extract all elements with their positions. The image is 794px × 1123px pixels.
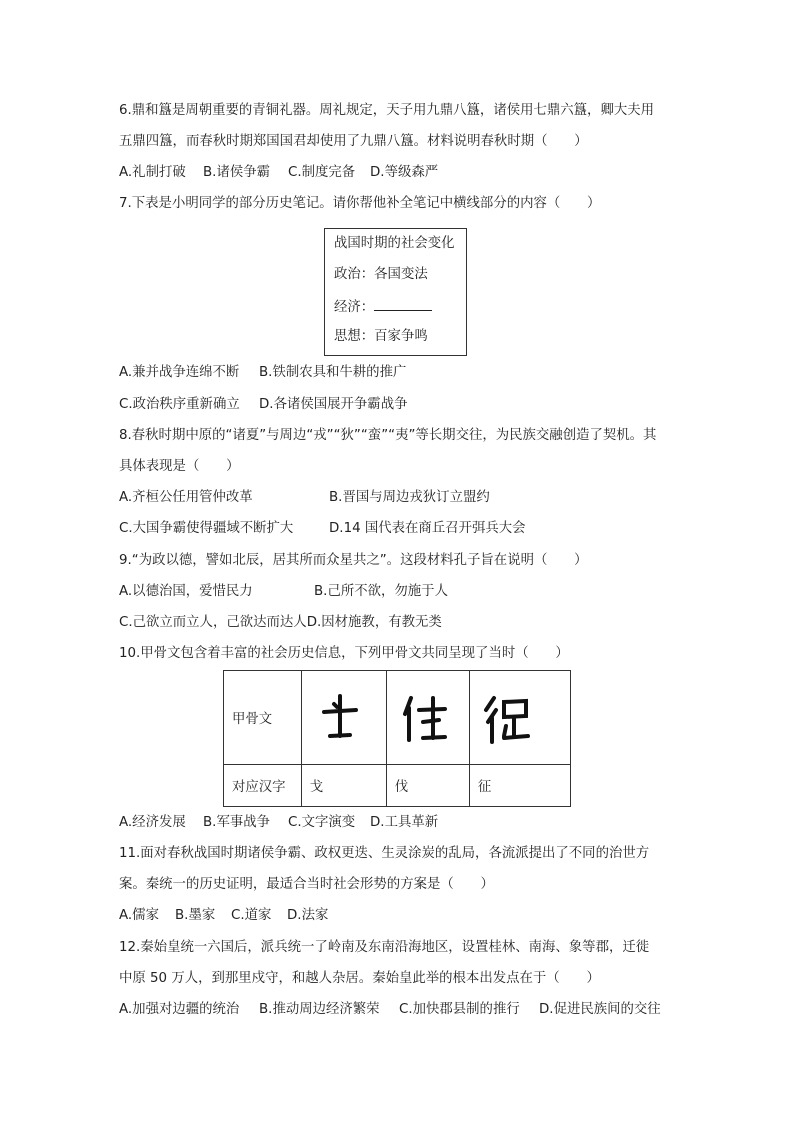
q7-stem-line1: 7.下表是小明同学的部分历史笔记。请你帮他补全笔记中横线部分的内容（ ） (119, 196, 601, 211)
oracle-glyph-fa-image (395, 688, 455, 748)
q11-stem-line2: 案。秦统一的历史证明，最适合当时社会形势的方案是（ ） (119, 877, 494, 892)
q6-option-c[interactable]: C.制度完备 (288, 165, 356, 180)
q8-options-row2 (119, 519, 526, 539)
q7-option-b[interactable]: B.铁制农具和牛耕的推广 (259, 365, 407, 380)
q9-option-b[interactable]: B.己所不欲，勿施于人 (314, 584, 448, 599)
note-title: 战国时期的社会变化 (334, 236, 455, 251)
q11-stem-line1: 11.面对春秋战国时期诸侯争霸、政权更迭、生灵涂炭的乱局，各流派提出了不同的治世方 (119, 846, 650, 861)
q7-options-row1 (119, 363, 406, 383)
q9-stem-line1: 9.“为政以德，譬如北辰，居其所而众星共之”。这段材料孔子旨在说明（ ） (119, 553, 588, 568)
q6-option-a[interactable]: A.礼制打破 (119, 165, 186, 180)
q11-options (119, 906, 328, 926)
q8-options-row1 (119, 488, 490, 508)
q6-options (119, 163, 438, 183)
note-thought: 思想：百家争鸣 (334, 329, 428, 344)
oracle-char-ge: 戈 (301, 765, 386, 807)
oracle-char-fa: 伐 (386, 765, 469, 807)
q10-options (119, 813, 438, 833)
q12-stem-line1: 12.秦始皇统一六国后，派兵统一了岭南及东南沿海地区，设置桂林、南海、象等郡，迁徙 (119, 940, 650, 955)
oracle-glyph-ge (301, 671, 386, 765)
q7-option-c[interactable]: C.政治秩序重新确立 (119, 397, 240, 412)
oracle-row2-label: 对应汉字 (224, 765, 302, 807)
q9-options-row1 (119, 582, 448, 602)
q12-option-b[interactable]: B.推动周边经济繁荣 (259, 1002, 380, 1017)
q12-options (119, 1000, 661, 1020)
q6-stem-line2: 五鼎四簋，而春秋时期郑国国君却使用了九鼎八簋。材料说明春秋时期（ ） (119, 134, 588, 149)
note-politics: 政治：各国变法 (334, 267, 428, 282)
q7-option-d[interactable]: D.各诸侯国展开争霸战争 (259, 397, 408, 412)
oracle-glyph-fa (386, 671, 469, 765)
q10-option-a[interactable]: A.经济发展 (119, 815, 186, 830)
q8-option-b[interactable]: B.晋国与周边戎狄订立盟约 (329, 490, 490, 505)
q10-stem-line1: 10.甲骨文包含着丰富的社会历史信息，下列甲骨文共同呈现了当时（ ） (119, 646, 569, 661)
q7-option-a[interactable]: A.兼并战争连绵不断 (119, 365, 240, 380)
oracle-row-label: 甲骨文 (224, 671, 302, 765)
q10-option-b[interactable]: B.军事战争 (203, 815, 271, 830)
q12-option-c[interactable]: C.加快郡县制的推行 (399, 1002, 520, 1017)
q11-option-b[interactable]: B.墨家 (175, 908, 216, 923)
note-economy-row (334, 296, 432, 318)
oracle-glyph-zheng-image (478, 688, 538, 748)
q6-option-d[interactable]: D.等级森严 (370, 165, 439, 180)
q12-stem-line2: 中原 50 万人，到那里戍守，和越人杂居。秦始皇此举的根本出发点在于（ ） (119, 971, 600, 986)
q8-option-a[interactable]: A.齐桓公任用管仲改革 (119, 490, 253, 505)
oracle-char-zheng: 征 (469, 765, 570, 807)
q7-note-box (324, 228, 467, 356)
q7-options-row2 (119, 395, 407, 415)
q9-option-a[interactable]: A.以德治国，爱惜民力 (119, 584, 253, 599)
q9-option-c[interactable]: C.己欲立而立人，己欲达而达人 (119, 615, 307, 630)
q8-option-d[interactable]: D.14 国代表在商丘召开弭兵大会 (329, 521, 526, 536)
q10-option-d[interactable]: D.工具革新 (370, 815, 439, 830)
note-economy-blank (374, 296, 432, 311)
q11-option-d[interactable]: D.法家 (287, 908, 329, 923)
oracle-glyph-ge-image (310, 688, 370, 748)
q8-stem-line1: 8.春秋时期中原的“诸夏”与周边“戎”“狄”“蛮”“夷”等长期交往，为民族交融创造了契机。其 (119, 428, 657, 443)
q12-option-a[interactable]: A.加强对边疆的统治 (119, 1002, 240, 1017)
q12-option-d[interactable]: D.促进民族间的交往 (539, 1002, 661, 1017)
q11-option-c[interactable]: C.道家 (231, 908, 272, 923)
q8-option-c[interactable]: C.大国争霸使得疆域不断扩大 (119, 521, 294, 536)
q9-option-d[interactable]: D.因材施教，有教无类 (306, 615, 442, 630)
q11-option-a[interactable]: A.儒家 (119, 908, 159, 923)
q9-options-row2 (119, 613, 442, 633)
oracle-glyph-zheng (469, 671, 570, 765)
q8-stem-line2: 具体表现是（ ） (119, 459, 240, 474)
q10-option-c[interactable]: C.文字演变 (288, 815, 356, 830)
q6-option-b[interactable]: B.诸侯争霸 (203, 165, 271, 180)
oracle-bone-table (223, 670, 571, 807)
q6-stem-line1: 6.鼎和簋是周朝重要的青铜礼器。周礼规定，天子用九鼎八簋，诸侯用七鼎六簋，卿大夫用 (119, 103, 655, 118)
note-economy: 经济： (334, 300, 375, 315)
